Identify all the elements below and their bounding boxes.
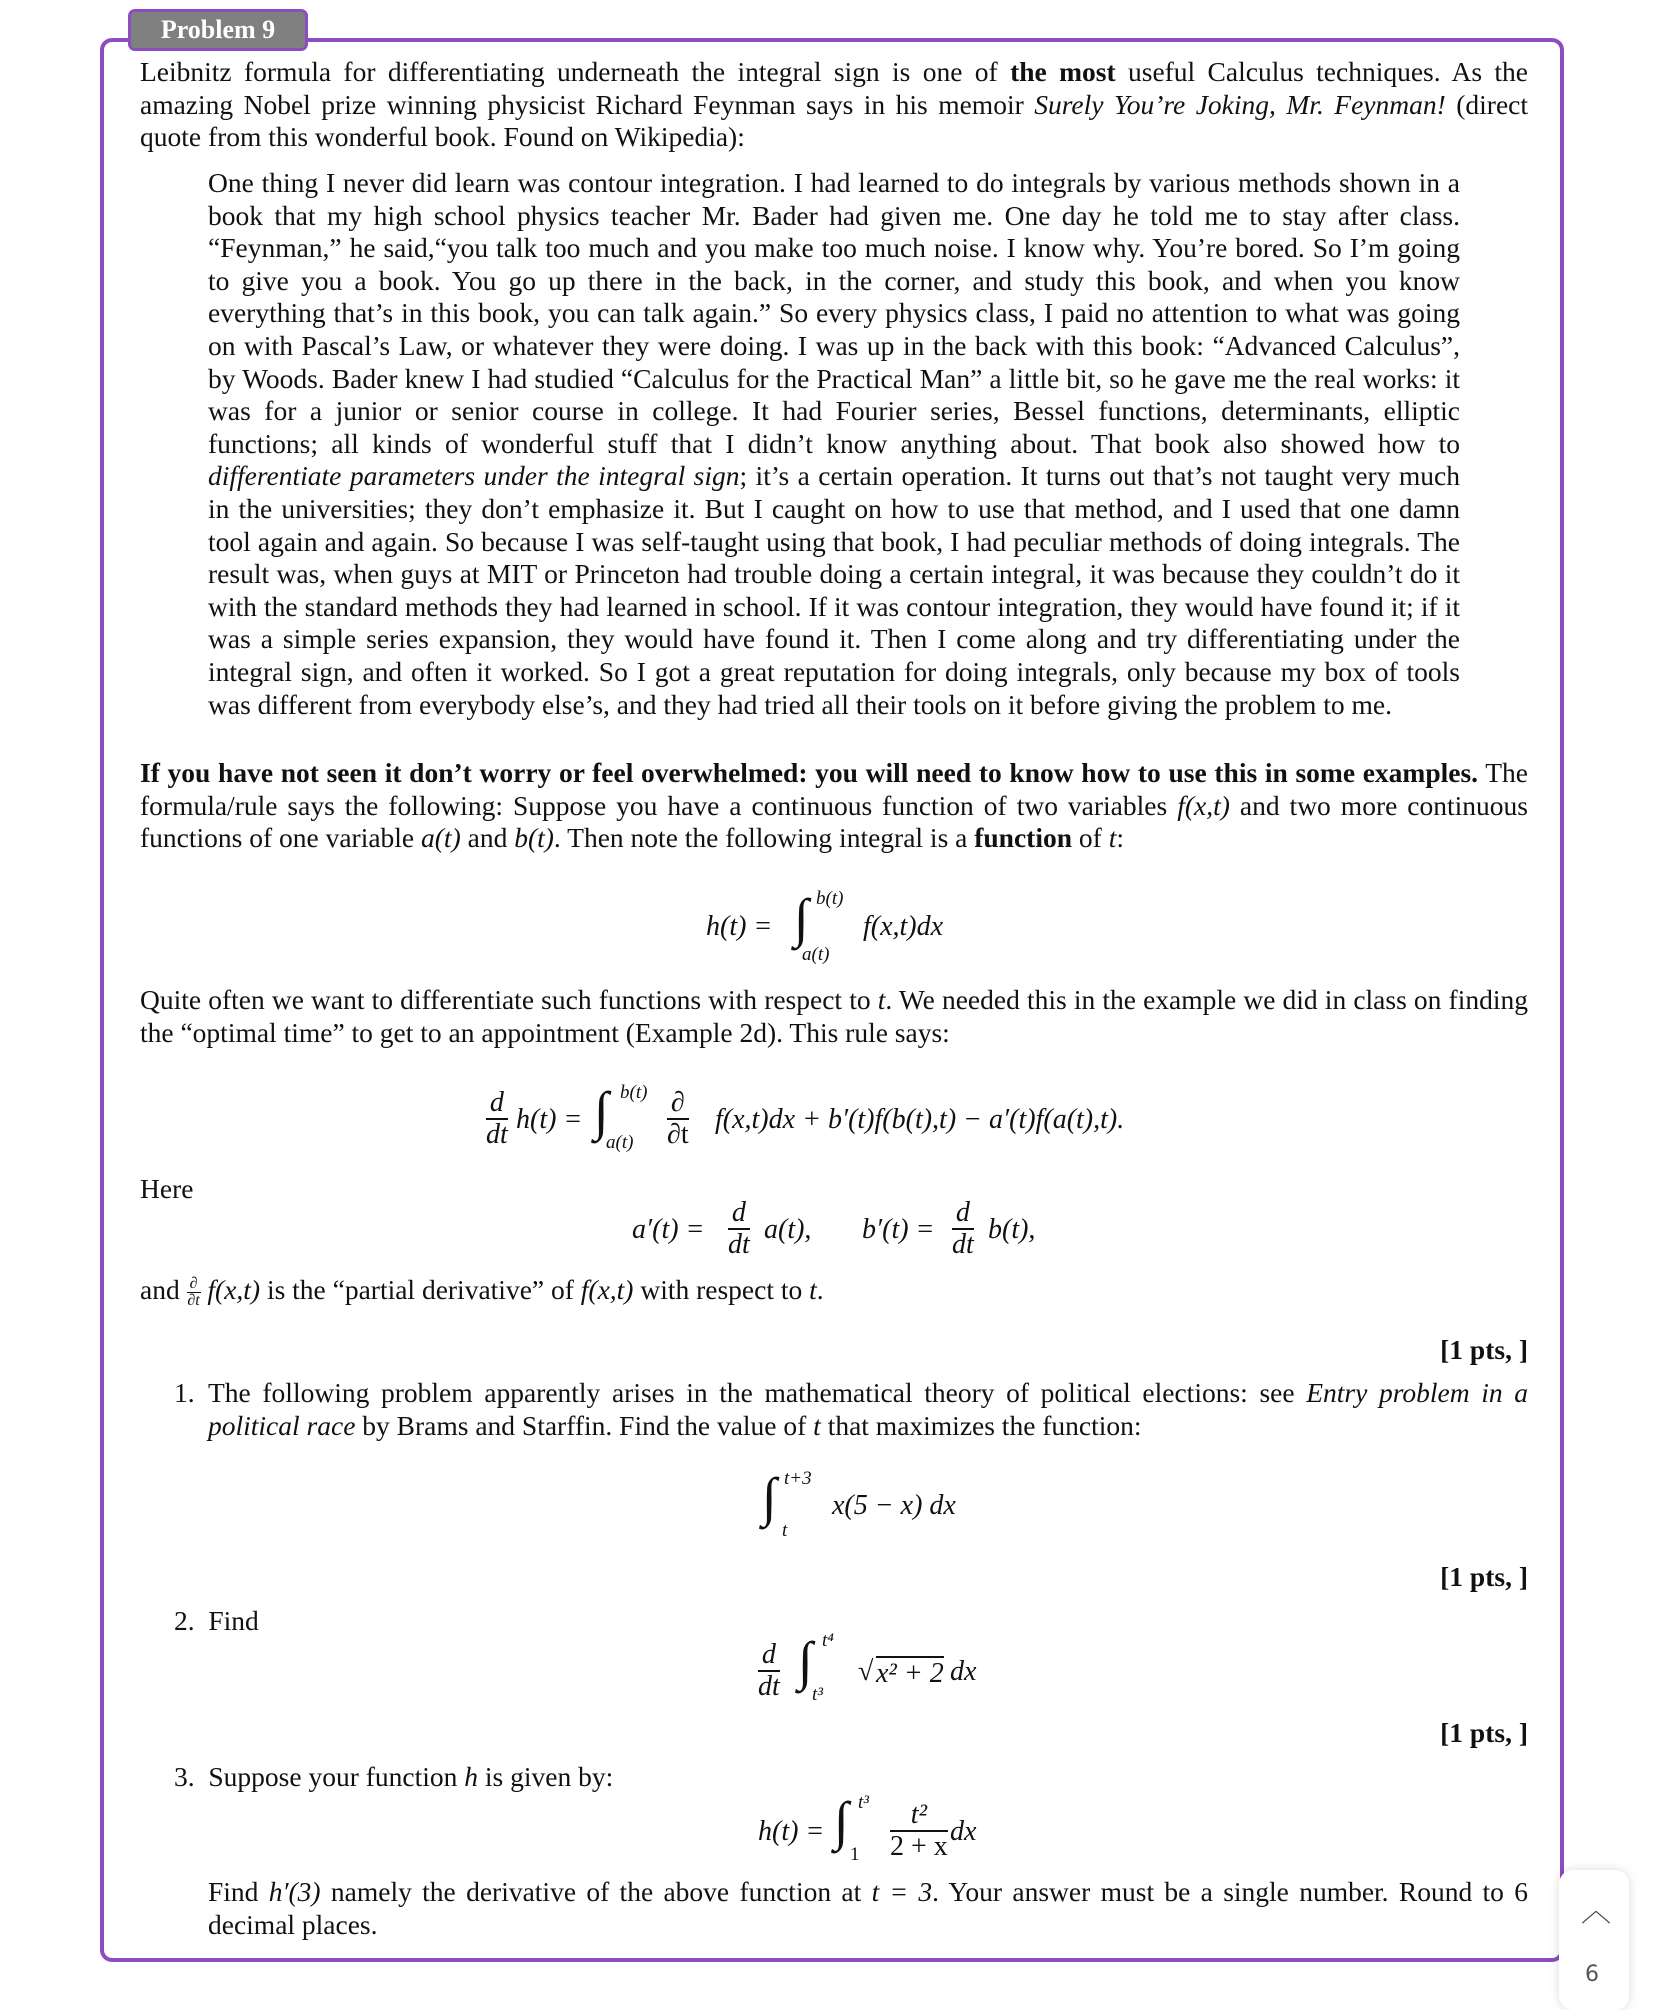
feynman-quote: One thing I never did learn was contour integration. I had learned to do integrals by various methods shown in a book that my high school physics teacher Mr. Bader had given me. One day he told me to stay after class. “Feynman,” he said,“you talk too much and you make too much noise. I know why. You’re bored. So I’m going to give you a book. You go up there in the back, in the corner, and study this book, and when you know everything that’s in this book, you can talk again.” So every physics class, I paid no attention to what was going on with Pascal’s Law, or whatever they were doing. I was up in the back with this book: “Advanced Calculus”, by Woods. Bader knew I had studied “Calculus for the Practical Man” a little bit, so he gave me the real works: it was for a junior or senior course in college. It had Fourier series, Bessel functions, determinants, elliptic functions; all kinds of wonderful stuff that I didn’t know anything about. That book also showed how to differentiate parameters under the integral sign; it’s a certain operation. It turns out that’s not taught very much in the universities; they don’t emphasize it. But I caught on how to use that method, and I used that one damn tool again and again. So because I was self-taught using that book, I had peculiar methods of doing integrals. The result was, when guys at MIT or Princeton had trouble doing a certain integral, it was because they couldn’t do it with the standard methods they had learned in school. If it was contour integration, they would have found it; if it was a simple series expansion, they would have found it. Then I come along and try differentiating under the integral sign, and often it worked. So I got a great reputation for doing integrals, only because my box of tools was different from everybody else’s, and they had tried all their tools on it before giving the problem to me. (208, 167, 1460, 720)
differentiate-paragraph: Quite often we want to differentiate such functions with respect to t. We needed this in the example we did in class on finding the “optimal time” to get to an appointment (Example 2d). This rule says: (140, 984, 1528, 1048)
rule-intro-paragraph: If you have not seen it don’t worry or feel overwhelmed: you will need to know how to use this in some examples. The formula/rule says the following: Suppose you have a continuous function of two variables f(x,t) and two more continuous functions of one variable a(t) and b(t). Then note the following integral is a function of t: (140, 757, 1528, 853)
points-label: [1 pts, ] (1440, 1334, 1528, 1365)
equation-question-1: ∫ t+3 t x(5 − x) dx (762, 1467, 956, 1541)
chevron-up-icon[interactable]: ︿ (1581, 1894, 1611, 1929)
equation-derivative-definitions: a′(t) = $\frac{d}{dt}$ a(t), b′(t) = $\frac{d}{dt}$ b(t), (632, 1197, 1036, 1260)
points-label: [1 pts, ] (1440, 1717, 1528, 1748)
question-1: 1. The following problem apparently arises in the mathematical theory of political elections: see Entry problem in a political race by Brams and Starffin. Find the value of t that maximizes the function: (174, 1377, 1528, 1441)
page-navigator (1559, 1870, 1629, 2010)
points-label: [1 pts, ] (1440, 1561, 1528, 1592)
problem-title: Problem 9 (128, 9, 308, 51)
equation-question-2: $\frac{d}{dt}$ ∫ t⁴ t³ √ x² + 2 dx (758, 1630, 977, 1705)
equation-leibnitz-rule: $\frac{d}{dt}$ h(t) = ∫ b(t) a(t) ∂ ∂t f(x,t)dx + b′(t)f(b(t),t) − a′(t)f(a(t),t). (486, 1081, 1125, 1153)
question-3: 3. Suppose your function h is given by: (174, 1761, 614, 1792)
intro-paragraph: Leibnitz formula for differentiating underneath the integral sign is one of the most useful Calculus techniques. As the amazing Nobel prize winning physicist Richard Feynman says in his memoir Surely You’re Joking, Mr. Feynman! (direct quote from this wonderful book. Found on Wikipedia): (140, 56, 1529, 152)
partial-derivative-note: and $\frac{\partial}{\partial t}$ f(x,t) is the “partial derivative” of f(x,t) with respect to t. (140, 1274, 824, 1310)
equation-h-definition: h(t) = ∫ b(t) a(t) f(x,t)dx (706, 888, 944, 965)
equation-question-3: h(t) = ∫ t³ 1 $\frac{\text{t²}}{2 + x}$ dx (758, 1791, 977, 1865)
question-2: 2. Find (174, 1605, 259, 1636)
here-label: Here (140, 1173, 194, 1204)
question-3-instruction: Find h′(3) namely the derivative of the above function at t = 3. Your answer must be a single number. Round to 6 decimal places. (208, 1876, 1528, 1940)
page-number: 6 (1585, 1962, 1599, 1987)
